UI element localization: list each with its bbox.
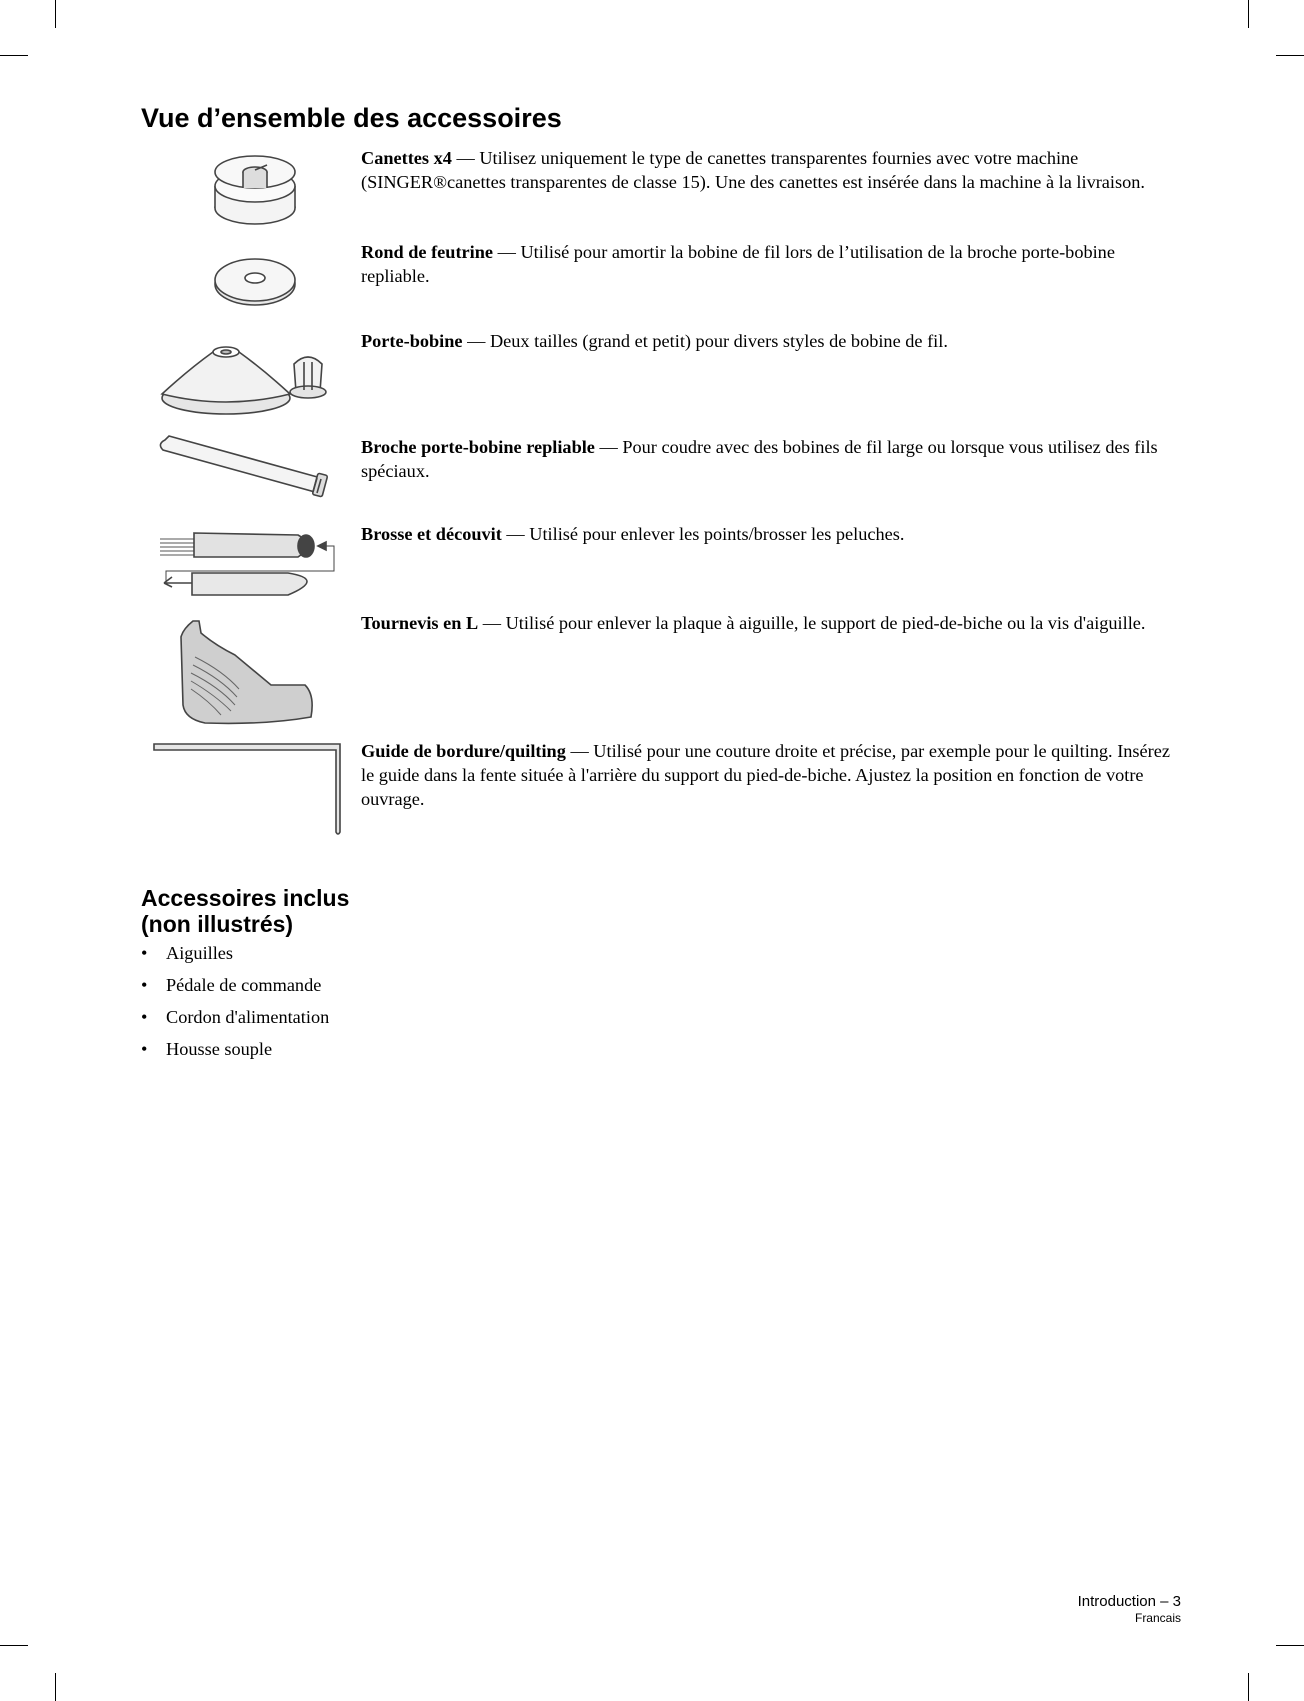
- l-screwdriver-icon: [175, 615, 320, 727]
- crop-mark: [0, 1645, 28, 1646]
- separator: —: [565, 741, 594, 761]
- accessory-description: Pour coudre avec des bobines de fil large ou lorsque vous utilisez des fils spéciaux.: [361, 437, 1158, 481]
- bobbin-icon: [205, 150, 305, 230]
- page-footer: [1078, 1593, 1181, 1626]
- list-item-label: Cordon d'alimentation: [166, 1007, 330, 1027]
- separator: —: [594, 437, 623, 457]
- accessory-name: Tournevis en L: [361, 613, 479, 633]
- accessory-description: Utilisé pour enlever les points/brosser les peluches.: [529, 524, 905, 544]
- crop-mark: [1276, 1645, 1304, 1646]
- accessory-name: Canettes x4: [361, 148, 452, 168]
- accessory-spool-cap: [361, 329, 1186, 353]
- brush-seam-ripper-icon: [158, 525, 338, 600]
- felt-disc-icon: [205, 250, 305, 310]
- included-heading: [141, 885, 349, 937]
- list-item-label: Pédale de commande: [166, 975, 322, 995]
- accessory-description: Utilisé pour enlever la plaque à aiguille, le support de pied-de-biche ou la vis d'aiguille.: [505, 613, 1146, 633]
- footer-language: Francais: [1134, 1611, 1181, 1625]
- spool-cap-icon: [158, 340, 338, 420]
- accessory-edge-guide: [361, 739, 1186, 811]
- accessory-name: Brosse et découvit: [361, 524, 502, 544]
- separator: —: [478, 613, 506, 633]
- bullet: •: [141, 1039, 148, 1059]
- bullet: •: [141, 975, 148, 995]
- footer-section: Introduction – 3: [1077, 1593, 1181, 1610]
- accessory-description: Deux tailles (grand et petit) pour divers styles de bobine de fil.: [489, 331, 948, 351]
- accessory-screwdriver: [361, 611, 1186, 635]
- crop-mark: [55, 0, 56, 28]
- page-title: Vue d’ensemble des accessoires: [141, 103, 562, 133]
- list-item: [141, 969, 329, 1001]
- list-item-label: Aiguilles: [166, 943, 234, 963]
- bullet: •: [141, 1007, 148, 1027]
- accessory-name: Broche porte-bobine repliable: [361, 437, 595, 457]
- crop-mark: [1248, 1673, 1249, 1701]
- crop-mark: [1276, 55, 1304, 56]
- accessory-name: Guide de bordure/quilting: [361, 741, 566, 761]
- separator: —: [501, 524, 530, 544]
- accessory-description: Utilisé pour amortir la bobine de fil lors de l’utilisation de la broche porte-bobine repliable.: [361, 242, 1115, 286]
- list-item: [141, 1001, 329, 1033]
- list-item-label: Housse souple: [166, 1039, 273, 1059]
- separator: —: [451, 148, 480, 168]
- included-heading-line2: (non illustrés): [141, 911, 294, 937]
- accessory-name: Porte-bobine: [361, 331, 463, 351]
- included-heading-line1: Accessoires inclus: [141, 885, 350, 911]
- accessory-felt: [361, 240, 1186, 288]
- crop-mark: [55, 1673, 56, 1701]
- bullet: •: [141, 943, 148, 963]
- list-item: [141, 937, 329, 969]
- edge-guide-icon: [150, 740, 345, 840]
- accessory-description: Utilisez uniquement le type de canettes transparentes fournies avec votre machine (SINGER®canettes transparentes de classe 15). Une des canettes est insérée dans la machine à la livraison.: [361, 148, 1145, 192]
- separator: —: [493, 242, 521, 262]
- crop-mark: [1248, 0, 1249, 28]
- crop-mark: [0, 55, 28, 56]
- list-item: [141, 1033, 329, 1065]
- accessory-brush: [361, 522, 1186, 546]
- accessory-description: Utilisé pour une couture droite et précise, par exemple pour le quilting. Insérez le guide dans la fente située à l'arrière du support du pied-de-biche. Ajustez la position en fonction de votre ouvrage.: [361, 741, 1170, 809]
- accessory-spool-pin: [361, 435, 1186, 483]
- accessory-name: Rond de feutrine: [361, 242, 494, 262]
- accessory-bobbins: [361, 146, 1186, 194]
- separator: —: [462, 331, 490, 351]
- spool-pin-icon: [155, 430, 335, 510]
- included-list: [141, 937, 329, 1065]
